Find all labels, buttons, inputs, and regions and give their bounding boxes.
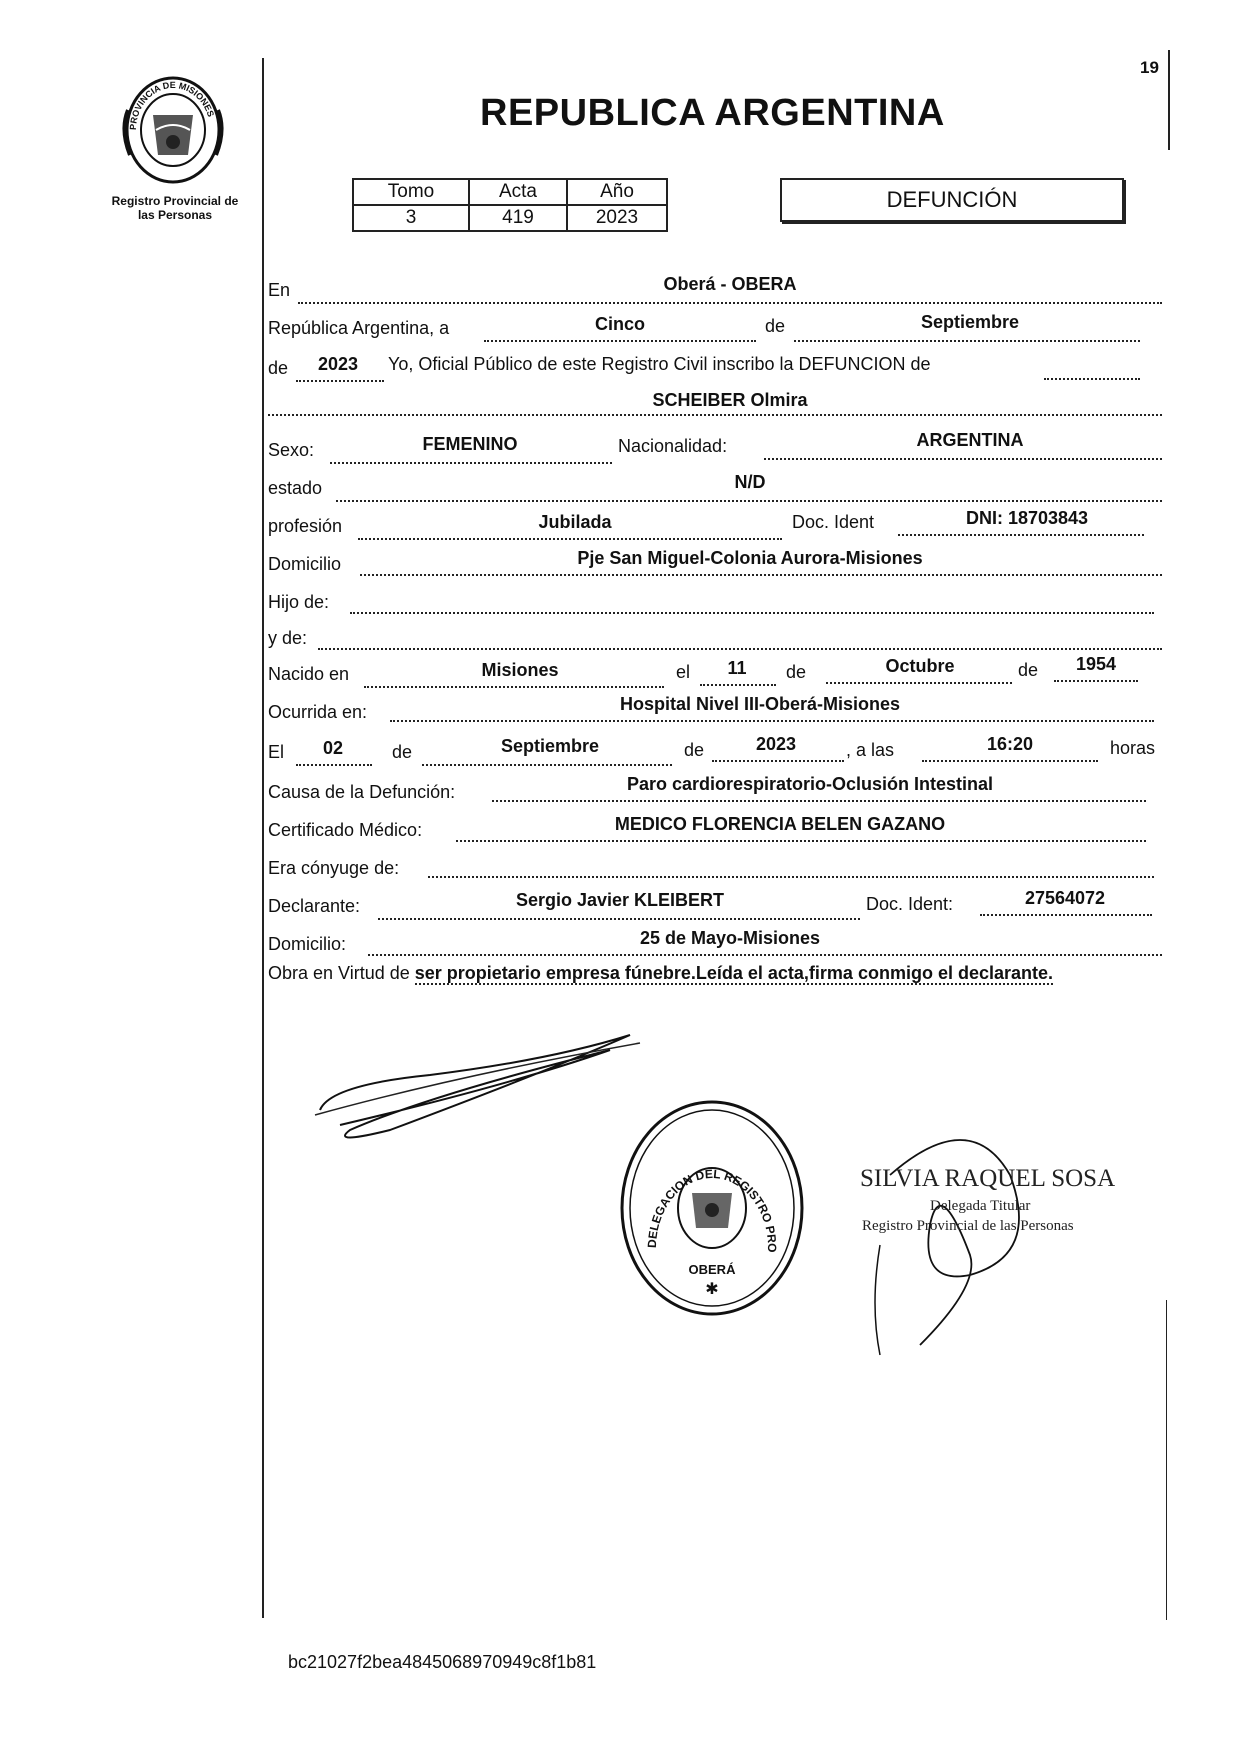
- death-day-value: 02: [322, 738, 344, 758]
- causa-dots: [492, 800, 1146, 802]
- de-label-1: de: [765, 316, 786, 336]
- en-dots: [298, 302, 1162, 304]
- registry-value-acta: 419: [469, 205, 567, 231]
- certificado-dots: [456, 840, 1146, 842]
- birth-year-value: 1954: [1075, 654, 1117, 674]
- death-time-value: 16:20: [986, 734, 1034, 754]
- nacionalidad-dots: [764, 458, 1162, 460]
- birth-month-value: Octubre: [885, 656, 955, 676]
- nacido-dots: [364, 686, 664, 688]
- day-word-value: Cinco: [594, 314, 645, 334]
- hijo-label: Hijo de:: [268, 592, 330, 612]
- doc-value: DNI: 18703843: [965, 508, 1089, 528]
- logo-caption-line1: Registro Provincial de: [111, 194, 239, 208]
- official-signature: [860, 1115, 1060, 1365]
- stamp-star-icon: ✱: [705, 1281, 719, 1298]
- horas-label: horas: [1110, 738, 1156, 758]
- conyuge-label: Era cónyuge de:: [268, 858, 400, 878]
- doc2-dots: [980, 914, 1152, 916]
- en-label: En: [268, 280, 291, 300]
- right-margin-line: [1168, 50, 1170, 150]
- certificado-value: MEDICO FLORENCIA BELEN GAZANO: [614, 814, 946, 834]
- document-hash: bc21027f2bea4845068970949c8f1b81: [288, 1652, 597, 1672]
- de-label-6: de: [684, 740, 705, 760]
- estado-dots: [336, 500, 1162, 502]
- registry-table: [352, 178, 668, 232]
- doc-label: Doc. Ident: [792, 512, 875, 532]
- left-margin-line: [262, 58, 264, 1618]
- registry-value-tomo: 3: [353, 205, 469, 231]
- doc2-value: 27564072: [1024, 888, 1106, 908]
- signatory-role: Delegada Titular: [930, 1198, 1031, 1214]
- estado-value: N/D: [734, 472, 766, 492]
- domicilio-label: Domicilio: [268, 554, 342, 574]
- yde-dots: [318, 648, 1162, 650]
- domicilio2-value: 25 de Mayo-Misiones: [639, 928, 821, 948]
- death-month-dots: [422, 764, 672, 766]
- registry-header-tomo: Tomo: [353, 179, 469, 205]
- ocurrida-label: Ocurrida en:: [268, 702, 368, 722]
- profesion-value: Jubilada: [538, 512, 612, 532]
- ocurrida-dots: [390, 720, 1154, 722]
- death-day-dots: [296, 764, 372, 766]
- death-year-value: 2023: [755, 734, 797, 754]
- registry-value-ano: 2023: [567, 205, 667, 231]
- causa-label: Causa de la Defunción:: [268, 782, 456, 802]
- day-word-dots: [484, 340, 756, 342]
- birth-day-dots: [700, 684, 776, 686]
- estado-label: estado: [268, 478, 323, 498]
- logo-caption-line2: las Personas: [137, 208, 213, 222]
- provincial-shield-logo: [118, 70, 228, 188]
- declarante-label: Declarante:: [268, 896, 361, 916]
- month-dots: [794, 340, 1140, 342]
- profesion-label: profesión: [268, 516, 343, 536]
- death-year-dots: [712, 760, 844, 762]
- declarante-dots: [378, 918, 860, 920]
- domicilio2-label: Domicilio:: [268, 934, 347, 954]
- sexo-value: FEMENINO: [422, 434, 518, 454]
- de-label-2: de: [268, 358, 289, 378]
- death-month-value: Septiembre: [500, 736, 600, 756]
- el2-label: El: [268, 742, 285, 762]
- yo-text: Yo, Oficial Público de este Registro Civil inscribo la DEFUNCION de: [388, 354, 931, 374]
- nacido-label: Nacido en: [268, 664, 350, 684]
- conyuge-dots: [428, 876, 1154, 878]
- el-label: el: [676, 662, 691, 682]
- stamp-ring-text: DELEGACION DEL REGISTRO PRO: [644, 1166, 780, 1253]
- sexo-label: Sexo:: [268, 440, 315, 460]
- ocurrida-value: Hospital Nivel III-Oberá-Misiones: [619, 694, 901, 714]
- doc-dots: [898, 534, 1144, 536]
- domicilio-value: Pje San Miguel-Colonia Aurora-Misiones: [577, 548, 923, 568]
- official-stamp: [618, 1098, 806, 1318]
- alas-label: , a las: [846, 740, 895, 760]
- year-dots: [296, 380, 384, 382]
- year-value: 2023: [317, 354, 359, 374]
- birth-year-dots: [1054, 680, 1138, 682]
- yo-dots: [1044, 378, 1140, 380]
- place-value: Oberá - OBERA: [663, 274, 797, 294]
- right-bottom-line: [1166, 1300, 1167, 1620]
- obra-prefix: Obra en Virtud de: [268, 963, 410, 983]
- obra-text: ser propietario empresa fúnebre.Leída el acta,firma conmigo el declarante.: [414, 963, 1053, 983]
- document-type-box: DEFUNCIÓN: [780, 178, 1124, 222]
- birth-day-value: 11: [727, 658, 747, 678]
- causa-value: Paro cardiorespiratorio-Oclusión Intestinal: [626, 774, 994, 794]
- yde-label: y de:: [268, 628, 308, 648]
- name-dots: [268, 414, 1162, 416]
- page-title: REPUBLICA ARGENTINA: [480, 92, 945, 134]
- registry-header-ano: Año: [567, 179, 667, 205]
- logo-ring-text: PROVINCIA DE MISIONES: [127, 79, 216, 131]
- profesion-dots: [358, 538, 782, 540]
- hijo-dots: [350, 612, 1154, 614]
- declarant-signature: [310, 1015, 650, 1145]
- nacionalidad-value: ARGENTINA: [916, 430, 1024, 450]
- signatory-org: Registro Provincial de las Personas: [862, 1218, 1074, 1234]
- svg-text:DELEGACION DEL REGISTRO PROVIN: [618, 1098, 779, 1253]
- de-label-4: de: [1018, 660, 1039, 680]
- republica-label: República Argentina, a: [268, 318, 450, 338]
- doc2-label: Doc. Ident:: [866, 894, 954, 914]
- declarante-value: Sergio Javier KLEIBERT: [515, 890, 725, 910]
- page-number: 19: [1140, 58, 1159, 77]
- deceased-name-value: SCHEIBER Olmira: [652, 390, 808, 410]
- domicilio2-dots: [368, 954, 1162, 956]
- de-label-5: de: [392, 742, 413, 762]
- stamp-city: OBERÁ: [688, 1262, 736, 1277]
- obra-paragraph: [268, 960, 1163, 986]
- death-time-dots: [922, 760, 1098, 762]
- nacido-value: Misiones: [481, 660, 559, 680]
- birth-month-dots: [826, 682, 1012, 684]
- nacionalidad-label: Nacionalidad:: [618, 436, 728, 456]
- certificado-label: Certificado Médico:: [268, 820, 423, 840]
- signatory-name: SILVIA RAQUEL SOSA: [860, 1165, 1116, 1192]
- sexo-dots: [330, 462, 612, 464]
- domicilio-dots: [360, 574, 1162, 576]
- de-label-3: de: [786, 662, 807, 682]
- month-value: Septiembre: [920, 312, 1020, 332]
- logo-caption: [90, 194, 260, 222]
- registry-header-acta: Acta: [469, 179, 567, 205]
